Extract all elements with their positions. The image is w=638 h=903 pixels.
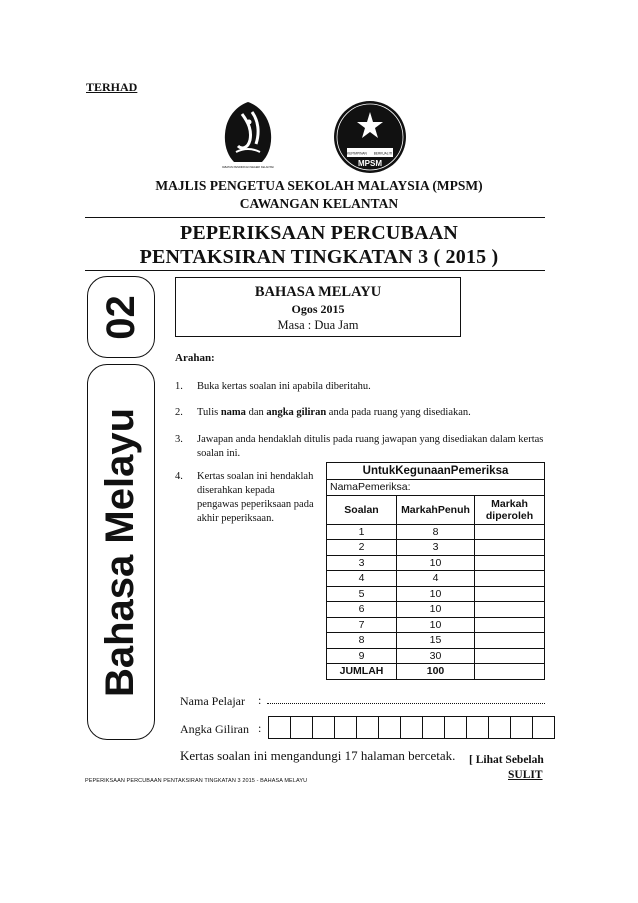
question-number: 3 [327, 555, 397, 571]
index-digit-box[interactable] [532, 716, 555, 739]
mpsm-logo-label: MPSM [358, 159, 382, 168]
total-row [327, 664, 545, 680]
instruction-number: 1. [175, 381, 183, 392]
instruction-text: Tulis [197, 407, 221, 418]
total-obtained-cell[interactable] [475, 664, 545, 680]
index-digit-box[interactable] [444, 716, 467, 739]
full-marks: 30 [397, 648, 475, 664]
marks-obtained-cell[interactable] [475, 633, 545, 649]
instruction-text: dan [245, 407, 267, 418]
total-value: 100 [397, 664, 475, 680]
table-row [327, 602, 545, 618]
paper-code-box [87, 276, 155, 358]
total-label: JUMLAH [327, 664, 397, 680]
instruction-text: Kertas soalan ini hendaklah diserahkan kepada pengawas peperiksaan pada akhir peperiksaan. [197, 471, 314, 524]
question-number: 4 [327, 571, 397, 587]
instruction-number: 3. [175, 434, 183, 445]
paper-code: 02 [98, 294, 143, 340]
index-number-colon: : [258, 721, 262, 735]
instruction-bold: angka giliran [266, 407, 327, 418]
question-number: 1 [327, 524, 397, 540]
index-number-boxes [268, 716, 554, 739]
marks-obtained-cell[interactable] [475, 586, 545, 602]
subject-side-box [87, 364, 155, 740]
instruction-item [175, 406, 471, 420]
table-row [327, 633, 545, 649]
examiner-table [326, 462, 545, 680]
mpsm-arc-right: BERKUALITI [373, 151, 393, 156]
index-digit-box[interactable] [268, 716, 291, 739]
table-row [327, 524, 545, 540]
full-marks: 3 [397, 540, 475, 556]
page-count-note: Kertas soalan ini mengandungi 17 halaman bercetak. [180, 748, 456, 763]
marks-obtained-cell[interactable] [475, 602, 545, 618]
index-digit-box[interactable] [312, 716, 335, 739]
index-digit-box[interactable] [400, 716, 423, 739]
organization-branch: CAWANGAN KELANTAN [239, 196, 399, 211]
table-row [327, 586, 545, 602]
full-marks: 4 [397, 571, 475, 587]
instructions-heading: Arahan: [175, 352, 215, 364]
exam-duration: Masa : Dua Jam [277, 318, 359, 332]
examiner-table-title: UntukKegunaanPemeriksa [327, 463, 545, 480]
marks-obtained-cell[interactable] [475, 540, 545, 556]
marks-obtained-cell[interactable] [475, 524, 545, 540]
instruction-text: anda pada ruang yang disediakan. [326, 407, 471, 418]
subject-info-box [175, 277, 461, 337]
instruction-number: 2. [175, 407, 183, 418]
student-name-field[interactable] [267, 703, 545, 704]
question-number: 9 [327, 648, 397, 664]
instruction-item [175, 380, 371, 394]
index-digit-box[interactable] [422, 716, 445, 739]
next-page-note: [ Lihat Sebelah [469, 754, 544, 766]
marks-obtained-cell[interactable] [475, 571, 545, 587]
question-number: 7 [327, 617, 397, 633]
column-header: Soalan [327, 495, 397, 524]
instruction-item [175, 433, 550, 461]
table-row [327, 540, 545, 556]
full-marks: 10 [397, 617, 475, 633]
question-number: 8 [327, 633, 397, 649]
divider-bottom [85, 270, 545, 271]
full-marks: 10 [397, 586, 475, 602]
index-number-label: Angka Giliran [180, 722, 249, 736]
student-name-colon: : [258, 693, 262, 707]
mpsm-arc-left: KEPIMPINAN [347, 151, 367, 156]
instruction-number: 4. [175, 471, 183, 482]
full-marks: 15 [397, 633, 475, 649]
divider-top [85, 217, 545, 218]
marks-obtained-cell[interactable] [475, 648, 545, 664]
marks-obtained-cell[interactable] [475, 617, 545, 633]
column-header: Markah diperoleh [475, 495, 545, 524]
subject-name: BAHASA MELAYU [254, 284, 382, 300]
index-digit-box[interactable] [356, 716, 379, 739]
question-number: 5 [327, 586, 397, 602]
index-digit-box[interactable] [510, 716, 533, 739]
question-number: 2 [327, 540, 397, 556]
exam-subtitle: PENTAKSIRAN TINGKATAN 3 ( 2015 ) [139, 246, 499, 268]
table-row [327, 571, 545, 587]
index-digit-box[interactable] [290, 716, 313, 739]
student-name-label: Nama Pelajar [180, 694, 245, 708]
index-digit-box[interactable] [378, 716, 401, 739]
jpn-logo-text: JABATAN PENDIDIKAN NEGERI KELANTAN [222, 166, 274, 169]
full-marks: 10 [397, 555, 475, 571]
instruction-bold: nama [220, 407, 246, 418]
classification-label: TERHAD [86, 80, 138, 94]
mpsm-logo [333, 100, 407, 174]
column-header: MarkahPenuh [397, 495, 475, 524]
index-digit-box[interactable] [334, 716, 357, 739]
table-row [327, 555, 545, 571]
subject-side-label: Bahasa Melayu [98, 407, 143, 697]
marks-obtained-cell[interactable] [475, 555, 545, 571]
exam-title: PEPERIKSAAN PERCUBAAN [179, 222, 459, 244]
footer-exam-line: PEPERIKSAAN PERCUBAAN PENTAKSIRAN TINGKATAN 3 2015 - BAHASA MELAYU [85, 778, 308, 784]
instruction-text: Buka kertas soalan ini apabila diberitahu. [197, 381, 371, 392]
organization-name: MAJLIS PENGETUA SEKOLAH MALAYSIA (MPSM) [155, 178, 483, 193]
exam-date: Ogos 2015 [291, 302, 345, 316]
table-row [327, 617, 545, 633]
table-row [327, 648, 545, 664]
question-number: 6 [327, 602, 397, 618]
full-marks: 10 [397, 602, 475, 618]
instruction-text: Jawapan anda hendaklah ditulis pada ruang jawapan yang disediakan dalam kertas soalan ini. [197, 434, 544, 459]
index-digit-box[interactable] [466, 716, 489, 739]
jpn-kelantan-logo [222, 100, 274, 172]
index-digit-box[interactable] [488, 716, 511, 739]
full-marks: 8 [397, 524, 475, 540]
footer-classification: SULIT [508, 769, 543, 781]
examiner-name-field[interactable]: NamaPemeriksa: [327, 480, 545, 496]
instruction-item [175, 470, 325, 526]
